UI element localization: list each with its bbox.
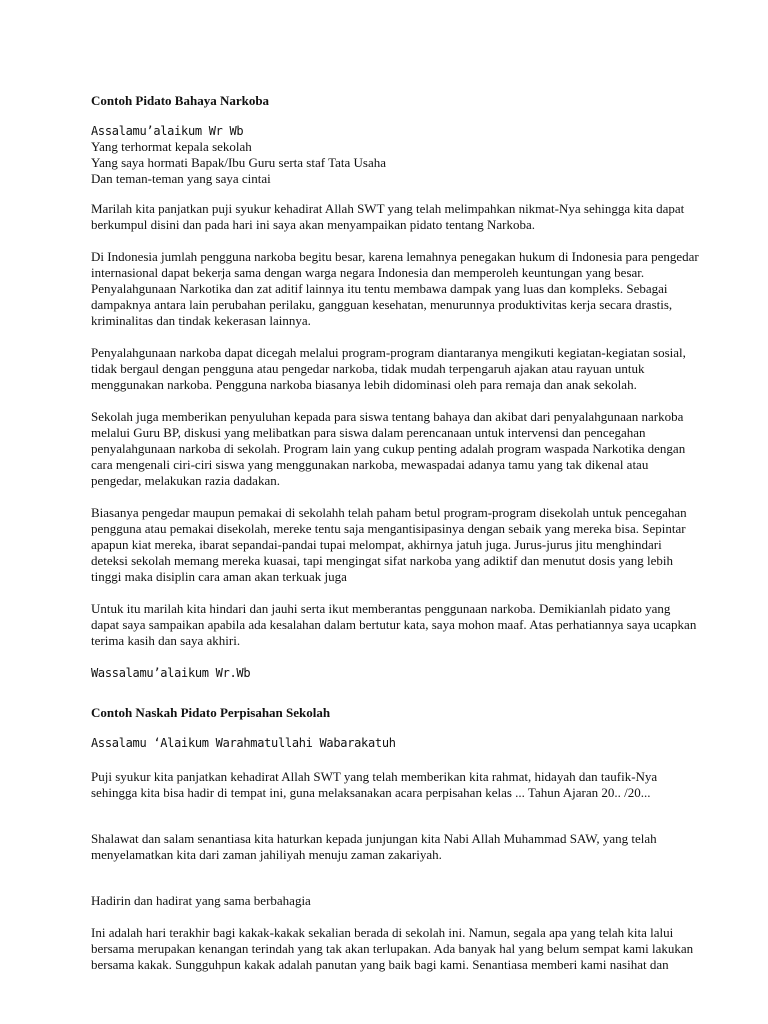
paragraph-line: apapun kiat mereka, ibarat sepandai-pandai tupai melompat, akhirnya jatuh juga. Jurus-jurus jitu menghindari xyxy=(91,537,662,552)
paragraph-line: Shalawat dan salam senantiasa kita haturkan kepada junjungan kita Nabi Allah Muhammad SAW, yang telah xyxy=(91,831,657,846)
paragraph-line: Marilah kita panjatkan puji syukur kehadirat Allah SWT yang telah melimpahkan nikmat-Nya sehingga kita dapat xyxy=(91,201,685,216)
paragraph-line: pengguna atau pemakai disekolah, mereke tentu saja mengantisipasinya dengan sebaik yang mereka bisa. Sepintar xyxy=(91,521,686,536)
paragraph-line: Penyalahgunaan narkoba dapat dicegah melalui program-program diantaranya mengikuti kegiatan-kegiatan sosial, xyxy=(91,345,686,360)
document-page xyxy=(91,93,699,989)
section-1-closing: Wassalamu’alaikum Wr.Wb xyxy=(91,666,251,680)
salutation-line: Yang terhormat kepala sekolah xyxy=(91,139,252,154)
section-1-greeting: Assalamu’alaikum Wr Wb xyxy=(91,124,244,138)
paragraph xyxy=(91,409,691,489)
paragraph-line: dampaknya antara lain perubahan perilaku, gangguan kesehatan, menurunnya produktivitas kerja secara drastis, xyxy=(91,297,673,312)
salutation-line: Yang saya hormati Bapak/Ibu Guru serta staf Tata Usaha xyxy=(91,155,387,170)
paragraph-line: menggunakan narkoba. Pengguna narkoba biasanya lebih didominasi oleh para remaja dan anak sekolah. xyxy=(91,377,637,392)
paragraph xyxy=(91,505,691,585)
paragraph xyxy=(91,831,691,863)
section-2-title: Contoh Naskah Pidato Perpisahan Sekolah xyxy=(91,705,331,720)
paragraph-line: kriminalitas dan tindak kekerasan lainnya. xyxy=(91,313,311,328)
paragraph xyxy=(91,345,691,393)
paragraph-line: Untuk itu marilah kita hindari dan jauhi serta ikut memberantas penggunaan narkoba. Demikianlah pidato yang xyxy=(91,601,671,616)
paragraph-line: Biasanya pengedar maupun pemakai di sekolahh telah paham betul program-program disekolah untuk pencegahan xyxy=(91,505,687,520)
paragraph-line: berkumpul disini dan pada hari ini saya akan menyampaikan pidato tentang Narkoba. xyxy=(91,217,536,232)
section-1-title: Contoh Pidato Bahaya Narkoba xyxy=(91,93,270,108)
paragraph-line: Puji syukur kita panjatkan kehadirat Allah SWT yang telah memberikan kita rahmat, hidayah dan taufik-Nya xyxy=(91,769,658,784)
paragraph xyxy=(91,201,691,233)
paragraph-line: menyelamatkan kita dari zaman jahiliyah menuju zaman zakariyah. xyxy=(91,847,442,862)
paragraph-line: dapat saya sampaikan apabila ada kesalahan dalam bertutur kata, saya mohon maaf. Atas perhatiannya saya ucapkan xyxy=(91,617,697,632)
paragraph-line: tinggi maka disiplin cara aman akan terkuak juga xyxy=(91,569,347,584)
paragraph-line: bersama kakak. Sungguhpun kakak adalah panutan yang baik bagi kami. Senantiasa memberi kami nasihat dan xyxy=(91,957,669,972)
paragraph xyxy=(91,601,697,649)
paragraph-line: penyalahgunaan narkoba di sekolah. Program lain yang cukup penting adalah program waspada Narkotika dengan xyxy=(91,441,686,456)
paragraph xyxy=(91,249,699,329)
paragraph-line: melalui Guru BP, diskusi yang melibatkan para siswa dalam perencanaan untuk intervensi dan pencegahan xyxy=(91,425,646,440)
paragraph-line: pengedar, melakukan razia dadakan. xyxy=(91,473,280,488)
section-2-greeting: Assalamu ‘Alaikum Warahmatullahi Wabarakatuh xyxy=(91,736,396,750)
paragraph-line: tidak bergaul dengan pengguna atau pengedar narkoba, tidak mudah terpengaruh ajakan atau rayuan untuk xyxy=(91,361,645,376)
paragraph xyxy=(91,893,691,909)
paragraph-line: internasional dapat bekerja sama dengan warga negara Indonesia dan memperoleh keuntungan yang besar. xyxy=(91,265,645,280)
paragraph-line: terima kasih dan saya akhiri. xyxy=(91,633,241,648)
paragraph-line: Hadirin dan hadirat yang sama berbahagia xyxy=(91,893,311,908)
paragraph xyxy=(91,769,691,801)
paragraph-line: bersama merupakan kenangan terindah yang tak akan terlupakan. Ada banyak hal yang belum sempat kami lakukan xyxy=(91,941,694,956)
paragraph-line: Sekolah juga memberikan penyuluhan kepada para siswa tentang bahaya dan akibat dari penyalahgunaan narkoba xyxy=(91,409,684,424)
paragraph-line: sehingga kita bisa hadir di tempat ini, guna melaksanakan acara perpisahan kelas ... Tahun Ajaran 20.. /20... xyxy=(91,785,651,800)
salutation-list xyxy=(91,139,691,187)
paragraph xyxy=(91,925,694,973)
paragraph-line: cara mengenali ciri-ciri siswa yang menggunakan narkoba, mewaspadai adanya tamu yang tak dikenal atau xyxy=(91,457,649,472)
paragraph-line: Penyalahgunaan Narkotika dan zat aditif lainnya itu tentu membawa dampak yang luas dan kompleks. Sebagai xyxy=(91,281,668,296)
paragraph-line: Ini adalah hari terakhir bagi kakak-kakak sekalian berada di sekolah ini. Namun, segala apa yang telah kita lalui xyxy=(91,925,674,940)
salutation-line: Dan teman-teman yang saya cintai xyxy=(91,171,271,186)
paragraph-line: Di Indonesia jumlah pengguna narkoba begitu besar, karena lemahnya penegakan hukum di Indonesia para pengedar xyxy=(91,249,699,264)
paragraph-line: deteksi sekolah memang mereka kuasai, tapi mengingat sifat narkoba yang adiktif dan menutut dosis yang lebih xyxy=(91,553,673,568)
